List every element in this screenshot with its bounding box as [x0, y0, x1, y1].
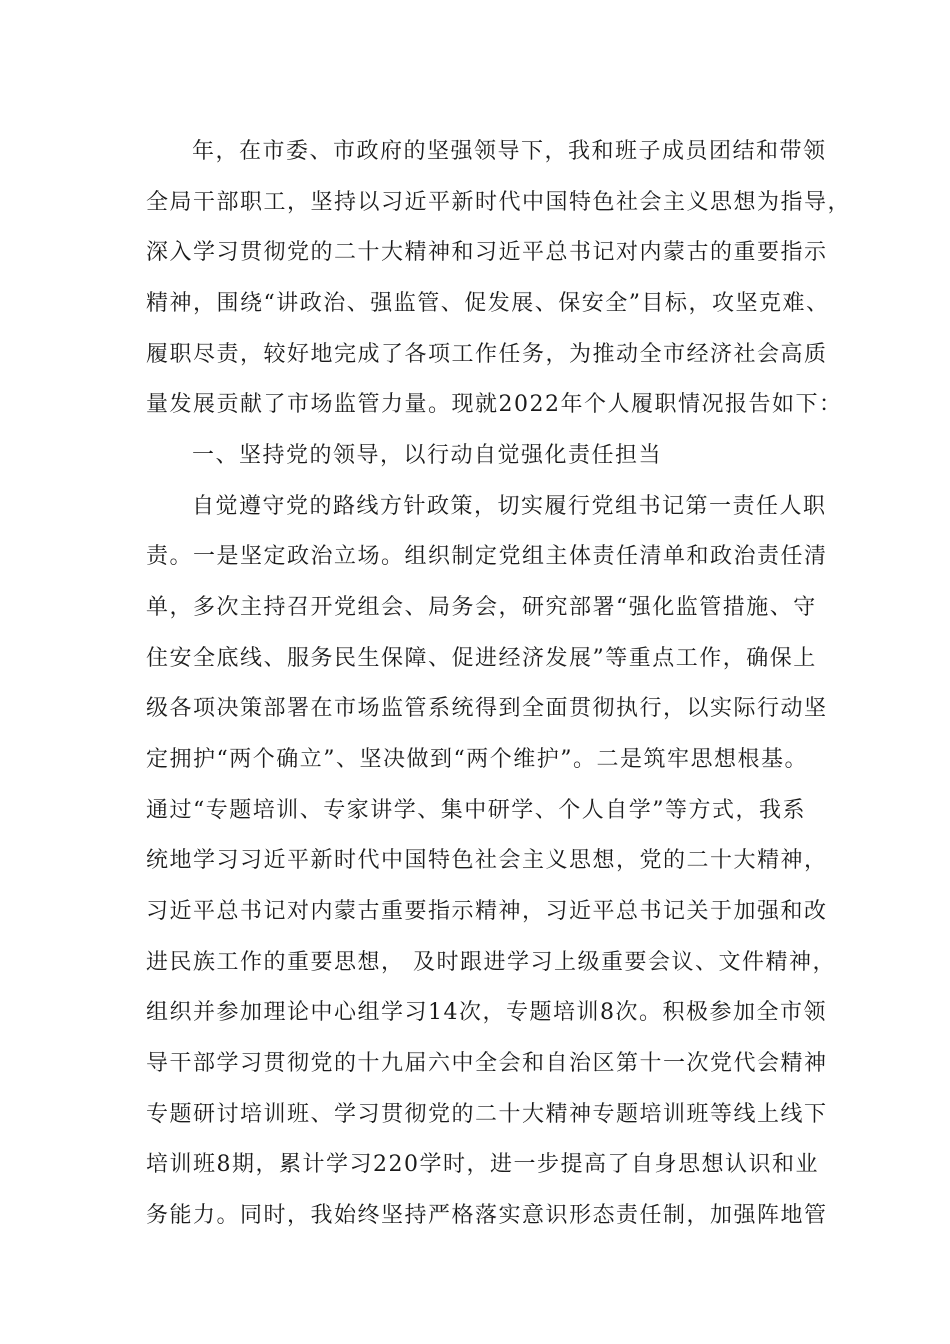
- paragraph-line-4: 精神，围绕“讲政治、强监管、促发展、保安全”目标，攻坚克难、: [146, 291, 830, 316]
- paragraph-line-17: 进民族工作的重要思想， 及时跟进学习上级重要会议、文件精神，: [146, 950, 836, 975]
- paragraph-line-18: 组织并参加理论中心组学习14次，专题培训8次。积极参加全市领: [146, 1000, 827, 1025]
- paragraph-line-14: 通过“专题培训、专家讲学、集中研学、个人自学”等方式，我系: [146, 798, 806, 823]
- paragraph-line-16: 习近平总书记对内蒙古重要指示精神，习近平总书记关于加强和改: [146, 899, 828, 924]
- section-heading: 一、坚持党的领导，以行动自觉强化责任担当: [192, 443, 663, 468]
- paragraph-line-5: 履职尽责，较好地完成了各项工作任务，为推动全市经济社会高质: [146, 342, 828, 367]
- paragraph-line-2: 全局干部职工，坚持以习近平新时代中国特色社会主义思想为指导，: [146, 190, 852, 215]
- paragraph-line-9: 责。一是坚定政治立场。组织制定党组主体责任清单和政治责任清: [146, 544, 828, 569]
- paragraph-line-19: 导干部学习贯彻党的十九届六中全会和自治区第十一次党代会精神: [146, 1051, 828, 1076]
- paragraph-line-21: 培训班8期，累计学习220学时，进一步提高了自身思想认识和业: [146, 1152, 819, 1177]
- paragraph-line-13: 定拥护“两个确立”、坚决做到“两个维护”。二是筑牢思想根基。: [146, 747, 808, 772]
- paragraph-line-6: 量发展贡献了市场监管力量。现就2022年个人履职情况报告如下：: [146, 392, 843, 417]
- paragraph-line-10: 单，多次主持召开党组会、局务会，研究部署“强化监管措施、守: [146, 595, 817, 620]
- paragraph-line-15: 统地学习习近平新时代中国特色社会主义思想，党的二十大精神，: [146, 848, 828, 873]
- paragraph-line-1: 年，在市委、市政府的坚强领导下，我和班子成员团结和带领: [192, 139, 827, 164]
- paragraph-line-22: 务能力。同时，我始终坚持严格落实意识形态责任制，加强阵地管: [146, 1203, 828, 1228]
- paragraph-line-8: 自觉遵守党的路线方针政策，切实履行党组书记第一责任人职: [192, 494, 827, 519]
- paragraph-line-11: 住安全底线、服务民生保障、促进经济发展”等重点工作，确保上: [146, 646, 817, 671]
- paragraph-line-20: 专题研讨培训班、学习贯彻党的二十大精神专题培训班等线上线下: [146, 1102, 828, 1127]
- paragraph-line-3: 深入学习贯彻党的二十大精神和习近平总书记对内蒙古的重要指示: [146, 240, 828, 265]
- paragraph-line-12: 级各项决策部署在市场监管系统得到全面贯彻执行，以实际行动坚: [146, 696, 828, 721]
